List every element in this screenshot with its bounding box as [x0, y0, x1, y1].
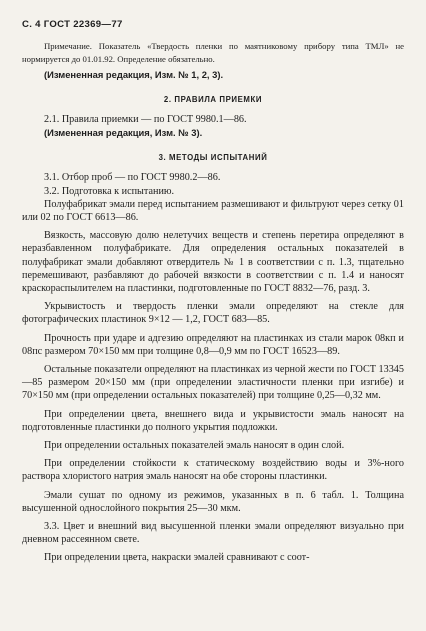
paragraph: Укрывистость и твердость пленки эмали определяют на стекле для фотографических пластинок 9×12 — 1,2, ГОСТ 683—85. [22, 301, 404, 326]
clause-2-1: 2.1. Правила приемки — по ГОСТ 9980.1—86. [44, 114, 247, 126]
clause-3-1: 3.1. Отбор проб — по ГОСТ 9980.2—86. [44, 172, 221, 184]
amendment-note: (Измененная редакция, Изм. № 1, 2, 3). [44, 69, 224, 81]
paragraph: При определении остальных показателей эмаль наносят в один слой. [44, 440, 345, 452]
clause-3-2: 3.2. Подготовка к испытанию. [44, 185, 175, 197]
clause-3-3: 3.3. Цвет и внешний вид высушенной пленки эмали определяют визуально при дневном рассеянном свете. [22, 521, 404, 546]
paragraph: Прочность при ударе и адгезию определяют на пластинках из стали марок 08кп и 08пс размером 70×150 мм при толщине 0,8—0,9 мм по ГОСТ 16523—89. [22, 332, 404, 357]
paragraph: Эмали сушат по одному из режимов, указанных в п. 6 табл. 1. Толщина высушенной однослойного покрытия 25—30 мкм. [22, 489, 404, 514]
paragraph: При определении цвета, внешнего вида и укрывистости эмаль наносят на подготовленные пластинки до полного укрытия подложки. [22, 408, 404, 433]
paragraph: Вязкость, массовую долю нелетучих веществ и степень перетира определяют в неразбавленном полуфабрикате. Для определения остальных показателей в полуфабрикат эмали добавляют отвердитель № 1 в соответствии с п. 1.3, тщательно перемешивают, разбавляют до рабочей вязкости в соответствии с п. 1.4 и наносят краскораспылителем на пластинки, подготовленные по ГОСТ 8832—76, разд. 3. [22, 230, 404, 295]
paragraph: Полуфабрикат эмали перед испытанием размешивают и фильтруют через сетку 01 или 02 по ГОСТ 6613—86. [22, 198, 404, 223]
paragraph: При определении стойкости к статическому воздействию воды и 3%-ного раствора хлористого натрия эмаль наносят на обе стороны пластинки. [22, 458, 404, 483]
section-heading-test-methods: 3. МЕТОДЫ ИСПЫТАНИЙ [158, 153, 268, 163]
paragraph: Остальные показатели определяют на пластинках из черной жести по ГОСТ 13345—85 размером 20×150 мм (при определении эластичности пленки при изгибе) и 70×150 мм (при определении остальных показателей) при толщине 0,25—0,32 мм. [22, 364, 404, 402]
paragraph: При определении цвета, накраски эмалей сравнивают с соот- [44, 552, 310, 564]
section-heading-acceptance: 2. ПРАВИЛА ПРИЕМКИ [163, 95, 263, 105]
note-paragraph: Примечание. Показатель «Твердость пленки по маятниковому прибору типа ТМЛ» не нормируется до 01.01.92. Определение обязательно. [22, 41, 404, 64]
amendment-note: (Измененная редакция, Изм. № 3). [44, 127, 203, 139]
page-header: С. 4 ГОСТ 22369—77 [22, 19, 123, 30]
